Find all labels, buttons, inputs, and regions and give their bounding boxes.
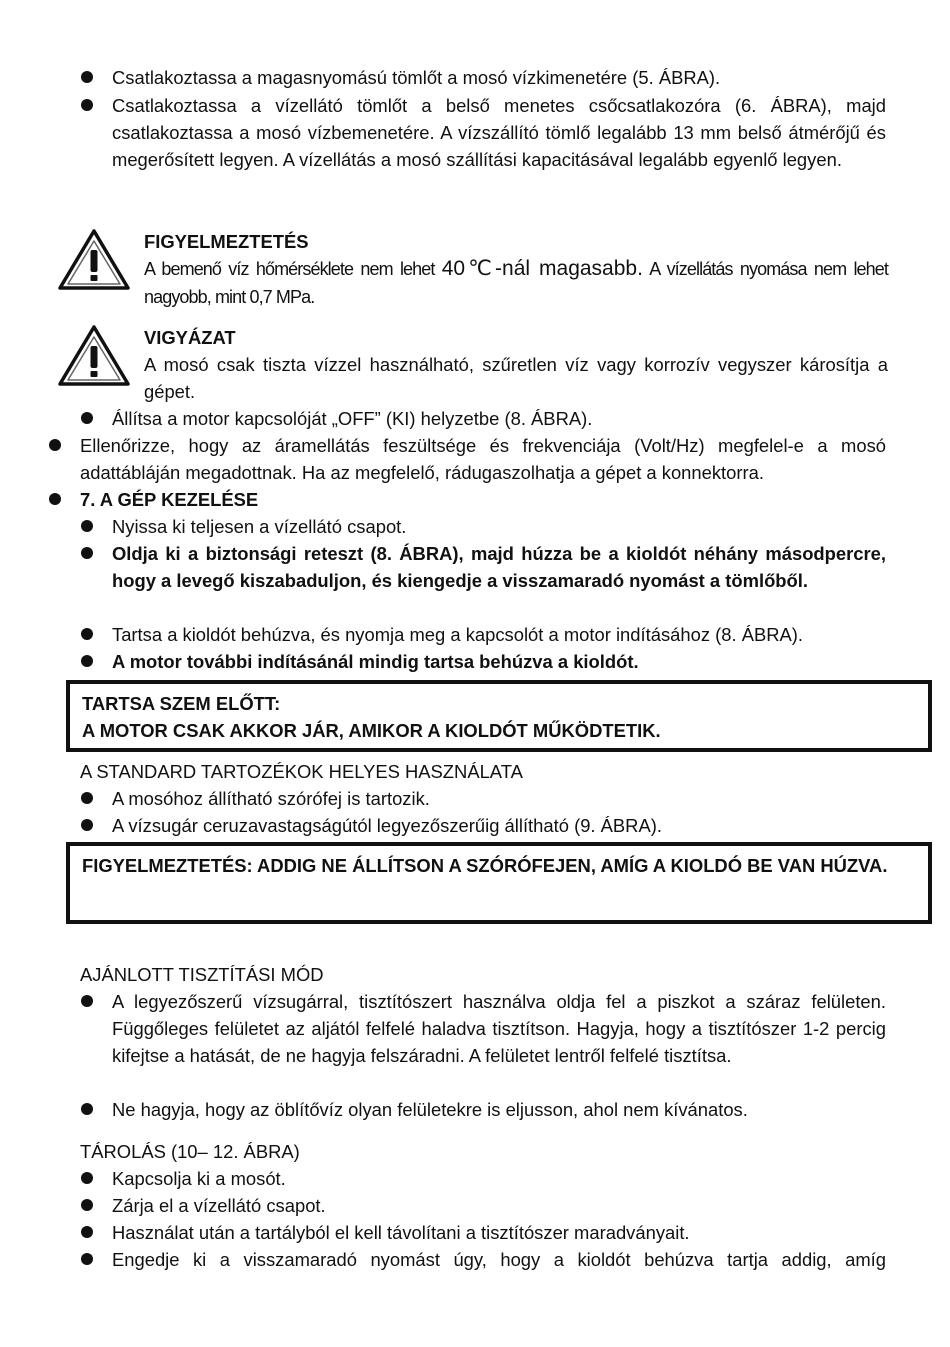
bullet-icon xyxy=(80,1192,112,1219)
bullet-icon xyxy=(80,988,112,1069)
section-heading-accessories: A STANDARD TARTOZÉKOK HELYES HASZNÁLATA xyxy=(80,761,523,782)
list-item xyxy=(80,988,886,1069)
list-item-text: A motor további indításánál mindig tartsa behúzva a kioldót. xyxy=(112,651,639,672)
warning-text: A mosó csak tiszta vízzel használható, szűretlen víz vagy korrozív vegyszer károsítja a gépet. xyxy=(144,354,888,402)
bullet-icon xyxy=(80,648,112,675)
list-item xyxy=(80,1165,886,1192)
warning-triangle-icon xyxy=(58,324,130,388)
list-item-text: Engedje ki a visszamaradó nyomást úgy, hogy a kioldót behúzva tartja addig, amíg xyxy=(112,1249,886,1270)
notice-line-1: TARTSA SZEM ELŐTT: xyxy=(82,693,281,714)
list-item-text: Zárja el a vízellátó csapot. xyxy=(112,1195,326,1216)
list-item xyxy=(80,1246,886,1273)
temperature-limit: 40℃-nál magasabb. xyxy=(441,257,643,280)
list-item xyxy=(80,1192,886,1219)
section-heading-storage: TÁROLÁS (10– 12. ÁBRA) xyxy=(80,1141,300,1162)
list-item xyxy=(80,405,886,432)
section-heading-text: 7. A GÉP KEZELÉSE xyxy=(80,489,259,510)
list-item-text: Kapcsolja ki a mosót. xyxy=(112,1168,286,1189)
list-item-text: Tartsa a kioldót behúzva, és nyomja meg a kapcsolót a motor indításához (8. ÁBRA). xyxy=(112,624,804,645)
list-item xyxy=(80,648,886,675)
list-item-text: A legyezőszerű vízsugárral, tisztítószert használva oldja fel a piszkot a száraz felületen. Függőleges felületet az aljától felfelé haladva tisztítson. Hagyja, hogy a tisztítószer 1-2 percig kifejtse a hatását, de ne hagyja felszáradni. A felületet lentről felfelé tisztítsa. xyxy=(112,991,886,1066)
list-item xyxy=(80,1219,886,1246)
list-item xyxy=(80,812,886,839)
list-item-text: Használat után a tartályból el kell távolítani a tisztítószer maradványait. xyxy=(112,1222,690,1243)
section-heading-cleaning: AJÁNLOTT TISZTÍTÁSI MÓD xyxy=(80,964,324,985)
notice-box xyxy=(66,680,932,752)
list-item xyxy=(80,513,886,540)
bullet-icon xyxy=(80,1165,112,1192)
bullet-icon xyxy=(80,405,112,432)
bullet-icon xyxy=(80,1219,112,1246)
list-item xyxy=(80,621,886,648)
list-item-text: A vízsugár ceruzavastagságútól legyezőszerűig állítható (9. ÁBRA). xyxy=(112,815,662,836)
bullet-icon xyxy=(48,486,80,513)
bullet-icon xyxy=(80,92,112,173)
bullet-icon xyxy=(80,1096,112,1123)
list-item-text: Csatlakoztassa a magasnyomású tömlőt a mosó vízkimenetére (5. ÁBRA). xyxy=(112,67,721,88)
bullet-icon xyxy=(80,64,112,91)
warning-triangle-icon xyxy=(58,228,130,292)
list-item xyxy=(48,432,886,486)
bullet-icon xyxy=(48,432,80,486)
notice-line-2: A MOTOR CSAK AKKOR JÁR, AMIKOR A KIOLDÓT MŰKÖDTETIK. xyxy=(82,720,661,741)
bullet-icon xyxy=(80,513,112,540)
section-heading-7 xyxy=(48,486,886,513)
bullet-icon xyxy=(80,540,112,594)
list-item-text: Ne hagyja, hogy az öblítővíz olyan felületekre is eljusson, ahol nem kívánatos. xyxy=(112,1099,748,1120)
warning-text: A bemenő víz hőmérséklete nem lehet 40℃-nál magasabb. A vízellátás nyomása nem lehet nagyobb, mint 0,7 MPa. xyxy=(144,257,888,307)
list-item-text: A mosóhoz állítható szórófej is tartozik. xyxy=(112,788,430,809)
warning-box xyxy=(66,842,932,924)
warning-box-text: FIGYELMEZTETÉS: ADDIG NE ÁLLÍTSON A SZÓRÓFEJEN, AMÍG A KIOLDÓ BE VAN HÚZVA. xyxy=(82,855,888,876)
bullet-icon xyxy=(80,812,112,839)
list-item xyxy=(80,64,886,91)
bullet-icon xyxy=(80,1246,112,1273)
list-item-text: Nyissa ki teljesen a vízellátó csapot. xyxy=(112,516,407,537)
list-item xyxy=(80,785,886,812)
bullet-icon xyxy=(80,785,112,812)
bullet-icon xyxy=(80,621,112,648)
list-item-text: Oldja ki a biztonsági reteszt (8. ÁBRA), majd húzza be a kioldót néhány másodpercre, hogy a levegő kiszabaduljon, és kiengedje a visszamaradó nyomást a tömlőből. xyxy=(112,543,886,591)
list-item-text: Ellenőrizze, hogy az áramellátás feszültsége és frekvenciája (Volt/Hz) megfelel-e a mosó adattábláján megadottnak. Ha az megfelelő, rádugaszolhatja a gépet a konnektorra. xyxy=(80,435,886,483)
warning-title: FIGYELMEZTETÉS xyxy=(144,231,309,252)
list-item-text: Csatlakoztassa a vízellátó tömlőt a belső menetes csőcsatlakozóra (6. ÁBRA), majd csatlakoztassa a mosó vízbemenetére. A vízszállító tömlő legalább 13 mm belső átmérőjű és megerősített legyen. A vízellátás a mosó szállítási kapacitásával legalább egyenlő legyen. xyxy=(112,95,886,170)
list-item xyxy=(80,1096,886,1123)
warning-title: VIGYÁZAT xyxy=(144,327,236,348)
list-item xyxy=(80,540,886,594)
list-item-text: Állítsa a motor kapcsolóját „OFF” (KI) helyzetbe (8. ÁBRA). xyxy=(112,408,593,429)
list-item xyxy=(80,92,886,173)
